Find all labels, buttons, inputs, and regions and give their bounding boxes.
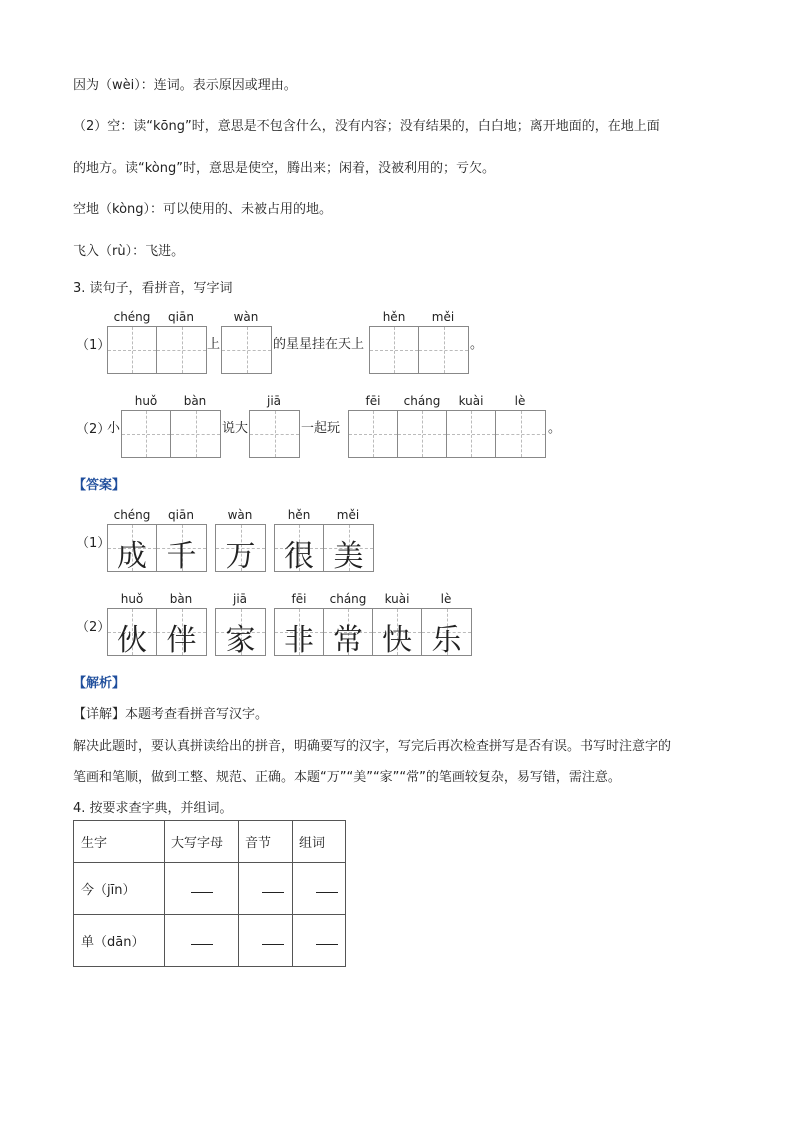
pinyin-label: lè	[514, 394, 526, 408]
pinyin-label: fēi	[365, 394, 381, 408]
writing-grid[interactable]	[107, 326, 207, 374]
writing-grid[interactable]	[121, 410, 221, 458]
answer-char: 伙	[117, 623, 147, 658]
text-line: （2）空：读“kōng”时，意思是不包含什么，没有内容；没有结果的，白白地；离开地面的，在地上面	[73, 119, 660, 134]
sentence-end: 。	[548, 421, 562, 436]
item-number: （2）	[76, 620, 111, 635]
answer-char: 快	[382, 623, 412, 658]
text-line: 飞入（rù）：飞进。	[73, 244, 185, 259]
answer-char: 成	[117, 539, 147, 574]
pinyin-label: bàn	[169, 592, 193, 606]
answer-grid	[274, 608, 472, 656]
text-line: 空地（kòng）：可以使用的、未被占用的地。	[73, 202, 333, 217]
text-line: 因为（wèi）：连词。表示原因或理由。	[73, 78, 297, 93]
table-header: 组词	[293, 821, 346, 863]
sentence-text: 一起玩	[301, 421, 341, 436]
writing-grid[interactable]	[221, 326, 272, 374]
writing-grid[interactable]	[249, 410, 300, 458]
question-4-title: 4. 按要求查字典，并组词。	[73, 801, 233, 816]
analysis-label: 【解析】	[73, 676, 126, 691]
pinyin-label: hěn	[382, 310, 406, 324]
table-cell-char: 单（dān）	[74, 915, 165, 967]
table-header-row	[74, 821, 346, 863]
answer-blank[interactable]	[293, 915, 346, 967]
answer-label: 【答案】	[73, 478, 126, 493]
analysis-text: 笔画和笔顺，做到工整、规范、正确。本题“万”“美”“家”“常”的笔画较复杂，易写错，需注意。	[73, 770, 621, 785]
table-row	[74, 863, 346, 915]
table-cell-char: 今（jīn）	[74, 863, 165, 915]
pinyin-label: qiān	[168, 508, 194, 522]
sentence-text: 上	[207, 337, 221, 352]
answer-blank[interactable]	[239, 915, 293, 967]
pinyin-label: huǒ	[120, 592, 144, 606]
pinyin-label: jiā	[232, 592, 248, 606]
pinyin-label: chéng	[113, 508, 151, 522]
table-header: 音节	[239, 821, 293, 863]
answer-grid	[215, 608, 266, 656]
pinyin-label: wàn	[227, 508, 253, 522]
dictionary-table	[73, 820, 346, 967]
answer-blank[interactable]	[239, 863, 293, 915]
pinyin-label: huǒ	[134, 394, 158, 408]
pinyin-label: kuài	[384, 592, 410, 606]
answer-grid	[107, 608, 207, 656]
answer-grid	[274, 524, 374, 572]
answer-blank[interactable]	[293, 863, 346, 915]
answer-char: 伴	[166, 623, 197, 658]
pinyin-label: hěn	[287, 508, 311, 522]
answer-char: 乐	[431, 623, 462, 658]
pinyin-label: wàn	[233, 310, 259, 324]
writing-grid[interactable]	[369, 326, 469, 374]
question-3-title: 3. 读句子，看拼音，写字词	[73, 281, 233, 296]
analysis-detail: 【详解】本题考查看拼音写汉字。	[73, 707, 269, 722]
pinyin-label: lè	[440, 592, 452, 606]
item-number: （2）	[76, 422, 111, 437]
answer-char: 万	[225, 539, 256, 574]
pinyin-label: qiān	[168, 310, 194, 324]
answer-char: 千	[166, 539, 197, 574]
answer-char: 家	[225, 623, 256, 658]
sentence-text: 说大	[222, 421, 249, 436]
answer-grid	[215, 524, 266, 572]
table-header: 生字	[74, 821, 165, 863]
pinyin-label: měi	[431, 310, 455, 324]
sentence-text: 的星星挂在天上	[273, 337, 365, 352]
pinyin-label: kuài	[458, 394, 484, 408]
item-number: （1）	[76, 338, 111, 353]
pinyin-label: cháng	[329, 592, 367, 606]
pinyin-label: měi	[336, 508, 360, 522]
pinyin-label: chéng	[113, 310, 151, 324]
answer-grid	[107, 524, 207, 572]
answer-blank[interactable]	[165, 915, 239, 967]
answer-char: 很	[284, 539, 314, 574]
table-header: 大写字母	[165, 821, 239, 863]
answer-char: 常	[333, 623, 363, 658]
writing-grid[interactable]	[348, 410, 546, 458]
analysis-text: 解决此题时，要认真拼读给出的拼音，明确要写的汉字，写完后再次检查拼写是否有误。书写时注意字的	[73, 739, 672, 754]
text-line: 的地方。读“kòng”时，意思是使空，腾出来；闲着，没被利用的；亏欠。	[73, 161, 495, 176]
answer-char: 非	[284, 623, 314, 658]
sentence-text: 小	[107, 421, 121, 436]
sentence-end: 。	[470, 337, 484, 352]
pinyin-label: jiā	[266, 394, 282, 408]
item-number: （1）	[76, 536, 111, 551]
pinyin-label: bàn	[183, 394, 207, 408]
pinyin-label: fēi	[291, 592, 307, 606]
table-row	[74, 915, 346, 967]
answer-char: 美	[333, 539, 364, 574]
answer-blank[interactable]	[165, 863, 239, 915]
pinyin-label: cháng	[403, 394, 441, 408]
